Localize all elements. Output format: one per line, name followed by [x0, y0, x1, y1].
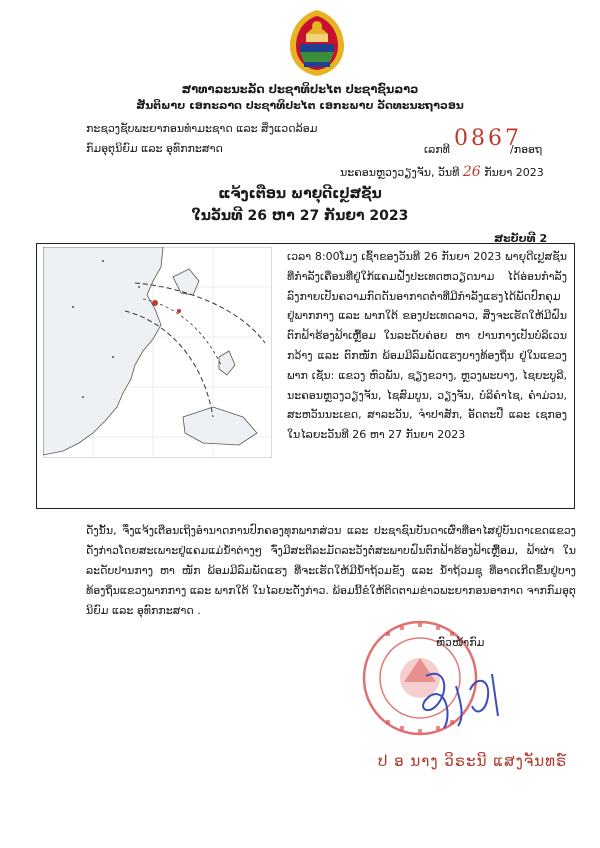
- notice-subtitle: ໃນວັນທີ 26 ຫາ 27 ກັນຍາ 2023: [191, 208, 409, 224]
- date-suffix: ກັນຍາ 2023: [484, 166, 544, 179]
- signature: [406, 656, 506, 736]
- body-paragraph: ດັ່ງນັ້ນ, ຈຶ່ງແຈ້ງເຕືອນເຖິງອຳນາດການປົກຄອງທຸກພາກສ່ວນ ແລະ ປະຊາຊົນບັນດາເຜົ່າທີ່ອາໄສຢູ່ບັນດາເຂດແຂວງດັ່ງກ່າວໂດຍສະເພາະຢູ່ແຄມແມ່ນ້ຳຕ່າງໆ ຈົ່ງມີສະຕິລະມັດລະວັງຕໍ່ສະພາບຝົນຕົກຟ້າຮ້ອງຟ້າເຫຼື້ອມ, ຟ້າຜ່າ ໃນລະດັບປານກາງ ຫາ ໜັກ ພ້ອມມີລົມພັດແຮງ ທີ່ຈະເຮັດໃຫ້ມີນ້ຳຖ້ວມຂັງ ແລະ ນ້ຳຖ້ວມຊຸ ທີ່ອາດເກີດຂຶ້ນຢູ່ບາງທ້ອງຖິ່ນແຂວງພາກກາງ ແລະ ພາກໃຕ້ ໃນໄລຍະດັ່ງກ່າວ. ພ້ອມນີ້ຂໍໃຫ້ຕິດຕາມຂ່າວພະຍາກອນອາກາດ ຈາກກົມອຸຕຸນິຍົມ ແລະ ອຸທົກກະສາດ .: [86, 524, 576, 617]
- date-prefix: ນະຄອນຫຼວງວຽງຈັນ, ວັນທີ: [340, 166, 460, 179]
- weather-map: [43, 247, 272, 458]
- date-line: [340, 164, 544, 180]
- header-motto: ສັນຕິພາບ ເອກະລາດ ປະຊາທິປະໄຕ ເອກະພາບ ວັດທະນະຖາວອນ: [136, 99, 464, 112]
- ministry-name: ກະຊວງຊັບພະຍາກອນທຳມະຊາດ ແລະ ສິ່ງແວດລ້ອມ: [86, 122, 318, 135]
- lao-national-emblem: [284, 8, 350, 78]
- notice-title: ແຈ້ງເຕືອນ ພາຍຸດີເປຼສຊັນ: [218, 186, 382, 202]
- header-country: ສາທາລະນະລັດ ປະຊາທິປະໄຕ ປະຊາຊົນລາວ: [181, 82, 419, 96]
- date-day: 26: [462, 164, 481, 180]
- document-number-suffix: /ກອອຖ: [510, 143, 543, 156]
- document-number: 0867: [454, 126, 522, 151]
- department-name: ກົມອຸຕຸນິຍົມ ແລະ ອຸທົກກະສາດ: [86, 142, 223, 155]
- notice-paragraph: ເວລາ 8:00ໂມງ ເຊົ້າຂອງວັນທີ 26 ກັນຍາ 2023 ພາຍຸດີເປຼສຊັນ ທີ່ກຳລັງເຄື່ອນທີ່ຢູ່ໃກ້ແຄມຝັ່ງປະເທດຫວຽດນາມ ໄດ້ອ່ອນກຳລັງລົງກາຍເປັນຄວາມກົດດັນອາກາດຕ່ຳທີ່ມີກຳລັງແຮງໄດ້ພັດປົກຄຸມຢູ່ພາກກາງ ແລະ ພາກໃຕ້ ຂອງປະເທດລາວ, ສິ່ງຈະເຮັດໃຫ້ມີຝົນຕົກຟ້າຮ້ອງຟ້າເຫຼື້ອມ ໃນລະດັບຄ່ອຍ ຫາ ປານກາງເປັນບໍລິເວນກວ້າງ ແລະ ຕົກໜັກ ພ້ອມມີລົມພັດແຮງບາງທ້ອງຖິ່ນ ຢູ່ໃນແຂວງພາກ ເຊັ່ນ: ແຂວງ ຫົວພັນ, ຊຽງຂວາງ, ຫຼວງພະບາງ, ໄຊຍະບູລີ, ນະຄອນຫຼວງວຽງຈັນ, ໄຊສົມບູນ, ວຽງຈັນ, ບໍລິຄຳໄຊ, ຄຳມ່ວນ, ສະຫວັນນະເຂດ, ສາລະວັນ, ຈຳປາສັກ, ອັດຕະປື ແລະ ເຊກອງ ໃນໄລຍະວັນທີ 26 ຫາ 27 ກັນຍາ 2023: [287, 250, 567, 442]
- signatory-name: ປ ອ ນາງ ວິຣະນີ ແສງຈັນທຣ໌: [378, 752, 568, 770]
- issue-number: ສະບັບທີ 2: [494, 232, 548, 245]
- signatory-title: ຫົວໜ້າກົມ: [436, 636, 485, 649]
- document-number-label: ເລກທີ: [424, 143, 450, 156]
